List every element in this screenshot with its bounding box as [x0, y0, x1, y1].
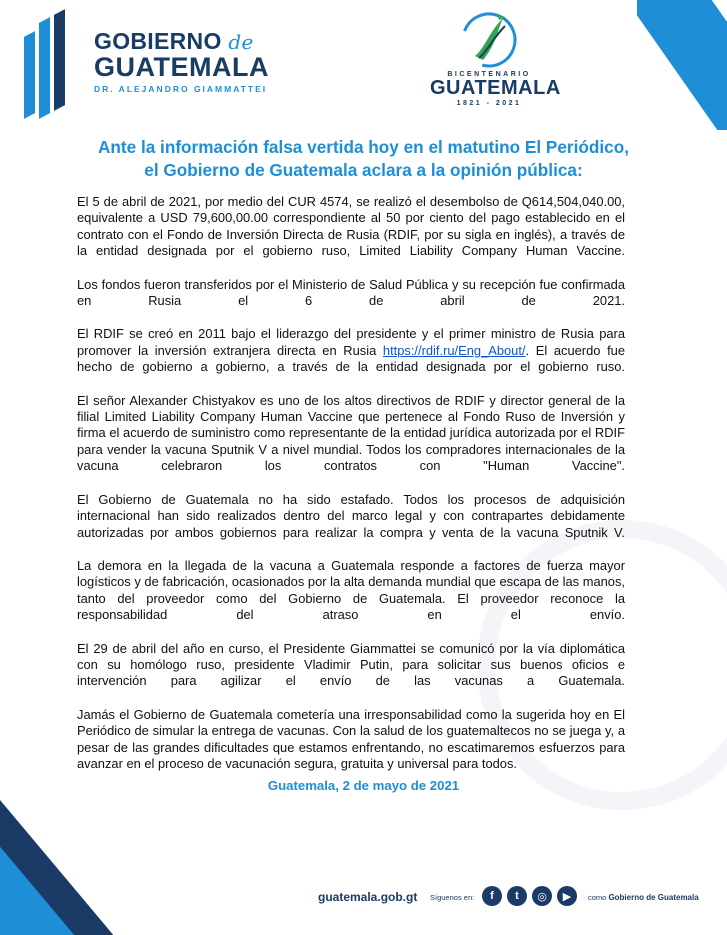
- paragraph-2: Los fondos fueron transferidos por el Ministerio de Salud Pública y su recepción fue confirmada en Rusia el 6 de abril de 2021.: [77, 276, 625, 309]
- paragraph-4: El señor Alexander Chistyakov es uno de los altos directivos de RDIF y director general de la filial Limited Liability Company Human Vaccine que pertenece al Fondo Ruso de Inversión y firma el acuerdo de suministro como representante de la entidad jurídica autorizada por el RDIF para vender la vacuna Sputnik V a nivel mundial. Todos los compradores internacionales de la vacuna celebraron los contratos con "Human Vaccine".: [77, 392, 625, 474]
- logo-line1: GOBIERNO: [94, 28, 222, 54]
- paragraph-1: El 5 de abril de 2021, por medio del CUR 4574, se realizó el desembolso de Q614,504,040.00, equivalente a USD 79,600,00.00 correspondiente al 50 por ciento del pago establecido en el contrato con el Fondo de Inversión Directa de Rusia (RDIF, por su sigla en inglés), a través de la entidad designada por el gobierno ruso, Limited Liability Company Human Vaccine.: [77, 194, 625, 259]
- document-body: [77, 194, 625, 789]
- footer-handle: [588, 893, 699, 902]
- instagram-icon: ◎: [532, 886, 552, 906]
- footer-handle-name: Gobierno de Guatemala: [608, 893, 699, 902]
- paragraph-7: El 29 de abril del año en curso, el Presidente Giammattei se comunicó por la vía diplomática con su homólogo ruso, presidente Vladimir Putin, para solicitar sus buenos oficios e intervención para agilizar el envío de las vacunas a Guatemala.: [77, 640, 625, 689]
- paragraph-5: El Gobierno de Guatemala no ha sido estafado. Todos los procesos de adquisición internacional han sido realizados dentro del marco legal y con contrapartes debidamente autorizadas por ambos gobiernos para realizar la compra y venta de la vacuna Sputnik V.: [77, 491, 625, 540]
- document-heading: [60, 136, 667, 182]
- footer-como: como: [588, 893, 607, 902]
- social-icons: [482, 886, 577, 906]
- bicentenario-emblem-icon: [459, 8, 519, 68]
- logo-president: DR. ALEJANDRO GIAMMATTEI: [94, 84, 268, 94]
- bicentenario-label: BICENTENARIO: [447, 71, 531, 78]
- twitter-icon: t: [507, 886, 527, 906]
- youtube-icon: ▶: [557, 886, 577, 906]
- heading-line1: Ante la información falsa vertida hoy en el matutino El Periódico,: [97, 137, 630, 157]
- paragraph-8: Jamás el Gobierno de Guatemala cometería una irresponsabilidad como la sugerida hoy en El Periódico de simular la entrega de vacunas. Con la salud de los guatemaltecos no se juega y, a pesar de las grandes dificultades que estamos enfrentando, no escatimaremos esfuerzos para avanzar en el proceso de vacunación segura, gratuita y universal para todos.: [77, 706, 625, 771]
- bicentenario-years: 1821 - 2021: [456, 100, 522, 107]
- bicentenario-name: GUATEMALA: [430, 77, 561, 99]
- bicentenario-logo: [430, 8, 561, 107]
- top-right-decoration: [637, 0, 727, 130]
- gobierno-logo: [24, 12, 274, 112]
- logo-line2: GUATEMALA: [94, 52, 269, 82]
- heading-line2: el Gobierno de Guatemala aclara a la opinión pública:: [144, 160, 583, 180]
- place-date: Guatemala, 2 de mayo de 2021: [267, 778, 460, 793]
- footer-follow-label: Síguenos en:: [430, 893, 475, 902]
- logo-de: de: [228, 30, 254, 54]
- footer: [0, 880, 727, 916]
- paragraph-3-text-a: El RDIF se creó en 2011 bajo el liderazgo del presidente y el primer ministro de Rusia para promover la inversión extranjera directa en Rusia: [77, 326, 625, 358]
- paragraph-6: La demora en la llegada de la vacuna a Guatemala responde a factores de fuerza mayor logísticos y de fabricación, ocasionados por la alta demanda mundial que escapa de las manos, tanto del proveedor como del Gobierno de Guatemala. El proveedor reconoce la responsabilidad del atraso en el envío.: [77, 557, 625, 623]
- paragraph-3-text-b: . El acuerdo fue hecho de gobierno a gobierno, a través de la entidad designada por el gobierno ruso.: [77, 342, 625, 375]
- rdif-link[interactable]: https://rdif.ru/Eng_About/: [382, 342, 526, 358]
- footer-website: guatemala.gob.gt: [318, 890, 418, 904]
- facebook-icon: f: [482, 886, 502, 906]
- paragraph-3: [77, 326, 625, 375]
